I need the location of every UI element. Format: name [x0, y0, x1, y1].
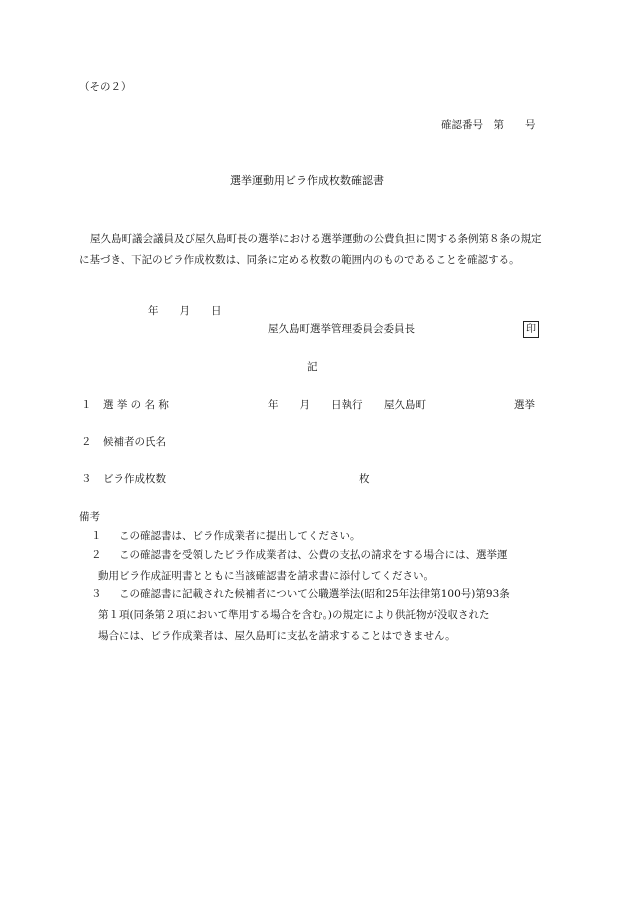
- ki-heading: 記: [307, 361, 318, 373]
- item3-label: ビラ作成枚数: [103, 473, 166, 485]
- seal-mark: 印: [523, 321, 539, 338]
- item3-number: ３: [81, 473, 92, 485]
- item2-number: ２: [81, 436, 92, 448]
- item1-place: 屋久島町: [384, 399, 426, 411]
- note-number: ３: [91, 588, 102, 600]
- note-number: １: [91, 530, 102, 542]
- item2-label: 候補者の氏名: [103, 436, 166, 448]
- note-text-continued: 第１項(同条第２項において準用する場合を含む。)の規定により供託物が没収された: [98, 609, 490, 621]
- remark-note-1: [79, 526, 551, 547]
- form-number: （その２）: [79, 81, 132, 93]
- item1-date: 年 月 日執行: [268, 399, 363, 411]
- remark-note-2: [79, 545, 551, 587]
- note-text: この確認書を受領したビラ作成業者は、公費の支払の請求をする場合には、選挙運: [119, 549, 508, 561]
- item1-label: 選 挙 の 名 称: [103, 399, 169, 411]
- note-text: この確認書は、ビラ作成業者に提出してください。: [119, 530, 361, 542]
- remark-note-3: [79, 584, 551, 647]
- item3-unit: 枚: [359, 473, 370, 485]
- note-text-continued: 動用ビラ作成証明書とともに当該確認書を請求書に添付してください。: [98, 570, 434, 582]
- note-text-continued: 場合には、ビラ作成業者は、屋久島町に支払を請求することはできません。: [98, 630, 456, 642]
- document-title: 選挙運動用ビラ作成枚数確認書: [230, 174, 384, 187]
- issuer-title: 屋久島町選挙管理委員会委員長: [268, 323, 415, 335]
- note-text: この確認書に記載された候補者について公職選挙法(昭和25年法律第100号)第93条: [119, 588, 510, 600]
- item1-number: １: [81, 399, 92, 411]
- confirmation-number: 確認番号 第 号: [441, 119, 536, 131]
- item1-suffix: 選挙: [514, 399, 535, 411]
- body-text: 屋久島町議会議員及び屋久島町長の選挙における選挙運動の公費負担に関する条例第８条の規定に基づき、下記のビラ作成枚数は、同条に定める枚数の範囲内のものであることを確認する。: [79, 233, 542, 266]
- remarks-heading: 備考: [79, 511, 100, 523]
- note-number: ２: [91, 549, 102, 561]
- body-paragraph: [79, 229, 549, 271]
- date-line: 年 月 日: [148, 305, 222, 317]
